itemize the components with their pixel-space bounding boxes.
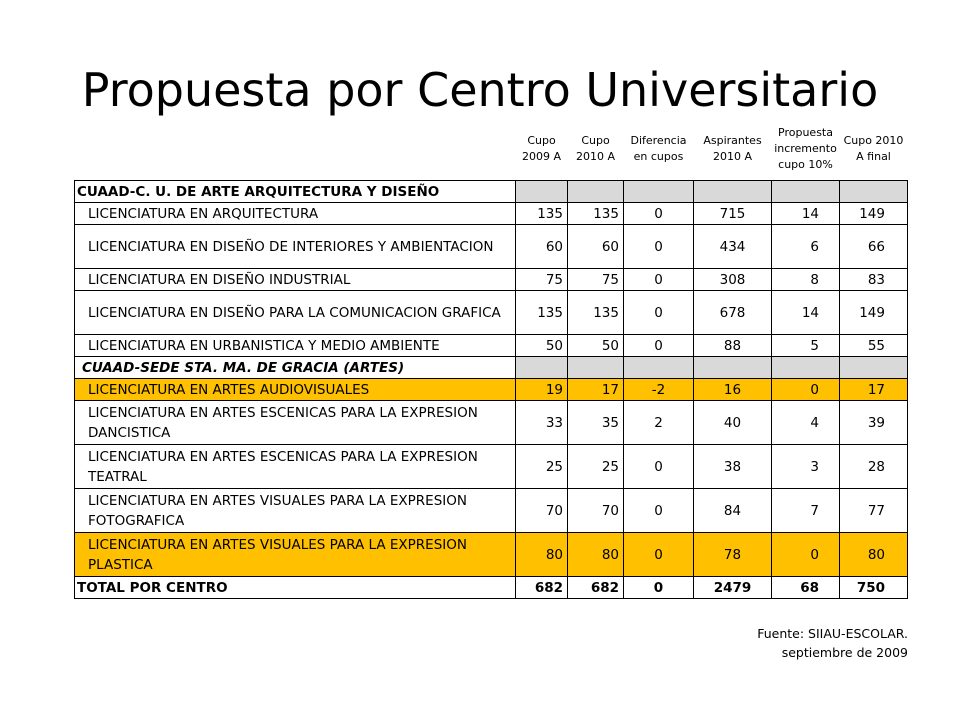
- cell: 83: [840, 269, 908, 291]
- cell: 28: [840, 445, 908, 489]
- cell: 4: [772, 401, 840, 445]
- cell: 77: [840, 489, 908, 533]
- cell: 149: [840, 203, 908, 225]
- program-name: LICENCIATURA EN ARTES VISUALES PARA LA EXPRESION FOTOGRAFICA: [75, 489, 516, 533]
- cell: 0: [624, 577, 694, 599]
- source-line: Fuente: SIIAU-ESCOLAR.: [757, 626, 908, 641]
- cell: 70: [568, 489, 624, 533]
- cell: 88: [694, 335, 772, 357]
- header-aspirantes: Aspirantes 2010 A: [703, 134, 762, 163]
- cell: 17: [840, 379, 908, 401]
- header-cupo-final: Cupo 2010 A final: [843, 134, 904, 163]
- cell: 6: [772, 225, 840, 269]
- cell: 8: [772, 269, 840, 291]
- header-cupo-2009: Cupo 2009 A: [521, 134, 561, 163]
- cell: 0: [772, 533, 840, 577]
- section-row: [75, 181, 908, 203]
- cell: -2: [624, 379, 694, 401]
- source-date: septiembre de 2009: [781, 645, 908, 660]
- cell: 17: [568, 379, 624, 401]
- program-name: LICENCIATURA EN ARTES VISUALES PARA LA EXPRESION PLASTICA: [75, 533, 516, 577]
- program-name: LICENCIATURA EN URBANISTICA Y MEDIO AMBIENTE: [75, 335, 516, 357]
- cell: 682: [516, 577, 568, 599]
- cell: 70: [516, 489, 568, 533]
- table-row: [75, 225, 908, 269]
- cell: 60: [568, 225, 624, 269]
- table-row: [75, 489, 908, 533]
- program-name: LICENCIATURA EN DISEÑO INDUSTRIAL: [75, 269, 516, 291]
- cell: 38: [694, 445, 772, 489]
- program-name: LICENCIATURA EN DISEÑO PARA LA COMUNICACION GRAFICA: [75, 291, 516, 335]
- total-row: [75, 577, 908, 599]
- cell: 0: [624, 335, 694, 357]
- cell: 0: [772, 379, 840, 401]
- header-cupo-2010: Cupo 2010 A: [575, 134, 615, 163]
- cell: 0: [624, 203, 694, 225]
- cell: 0: [624, 291, 694, 335]
- table-row: [75, 401, 908, 445]
- table-row: [75, 379, 908, 401]
- table-row: [75, 269, 908, 291]
- cell: 7: [772, 489, 840, 533]
- cell: 25: [516, 445, 568, 489]
- cell: 19: [516, 379, 568, 401]
- header-propuesta: Propuesta incremento cupo 10%: [774, 126, 837, 171]
- cell: 80: [516, 533, 568, 577]
- table-row: [75, 533, 908, 577]
- section-row: [75, 357, 908, 379]
- cell: 25: [568, 445, 624, 489]
- cell: 80: [568, 533, 624, 577]
- cell: 40: [694, 401, 772, 445]
- cell: 682: [568, 577, 624, 599]
- table-row: [75, 445, 908, 489]
- cell: 50: [516, 335, 568, 357]
- cell: 0: [624, 445, 694, 489]
- cell: 80: [840, 533, 908, 577]
- cell: 14: [772, 291, 840, 335]
- cell: 84: [694, 489, 772, 533]
- cell: 135: [516, 291, 568, 335]
- cell: 35: [568, 401, 624, 445]
- cell: 2: [624, 401, 694, 445]
- table-row: [75, 203, 908, 225]
- cell: 55: [840, 335, 908, 357]
- cell: 308: [694, 269, 772, 291]
- total-label: TOTAL POR CENTRO: [75, 577, 516, 599]
- cell: 78: [694, 533, 772, 577]
- header-diferencia: Diferencia en cupos: [630, 134, 687, 163]
- header-row: [75, 118, 908, 181]
- cell: 68: [772, 577, 840, 599]
- cell: 3: [772, 445, 840, 489]
- cell: 50: [568, 335, 624, 357]
- cell: 135: [568, 203, 624, 225]
- cell: 434: [694, 225, 772, 269]
- cell: 0: [624, 269, 694, 291]
- cell: 750: [840, 577, 908, 599]
- cell: 0: [624, 225, 694, 269]
- program-name: LICENCIATURA EN ARTES ESCENICAS PARA LA EXPRESION TEATRAL: [75, 445, 516, 489]
- cell: 75: [568, 269, 624, 291]
- source-note: [757, 624, 908, 662]
- program-name: LICENCIATURA EN ARTES ESCENICAS PARA LA EXPRESION DANCISTICA: [75, 401, 516, 445]
- cell: 66: [840, 225, 908, 269]
- program-name: LICENCIATURA EN ARTES AUDIOVISUALES: [75, 379, 516, 401]
- cell: 75: [516, 269, 568, 291]
- cell: 149: [840, 291, 908, 335]
- cell: 33: [516, 401, 568, 445]
- program-name: LICENCIATURA EN DISEÑO DE INTERIORES Y AMBIENTACION: [75, 225, 516, 269]
- cell: 39: [840, 401, 908, 445]
- cell: 16: [694, 379, 772, 401]
- cell: 2479: [694, 577, 772, 599]
- quota-table: [74, 118, 908, 599]
- cell: 135: [516, 203, 568, 225]
- cell: 5: [772, 335, 840, 357]
- cell: 60: [516, 225, 568, 269]
- header-empty: [75, 118, 516, 181]
- cell: 715: [694, 203, 772, 225]
- table-row: [75, 335, 908, 357]
- table-row: [75, 291, 908, 335]
- cell: 0: [624, 489, 694, 533]
- cell: 135: [568, 291, 624, 335]
- cell: 678: [694, 291, 772, 335]
- page-title: Propuesta por Centro Universitario: [81, 63, 879, 117]
- section-title: CUAAD-C. U. DE ARTE ARQUITECTURA Y DISEÑO: [75, 181, 516, 203]
- section-title: CUAAD-SEDE STA. MA. DE GRACIA (ARTES): [75, 357, 516, 379]
- program-name: LICENCIATURA EN ARQUITECTURA: [75, 203, 516, 225]
- cell: 0: [624, 533, 694, 577]
- cell: 14: [772, 203, 840, 225]
